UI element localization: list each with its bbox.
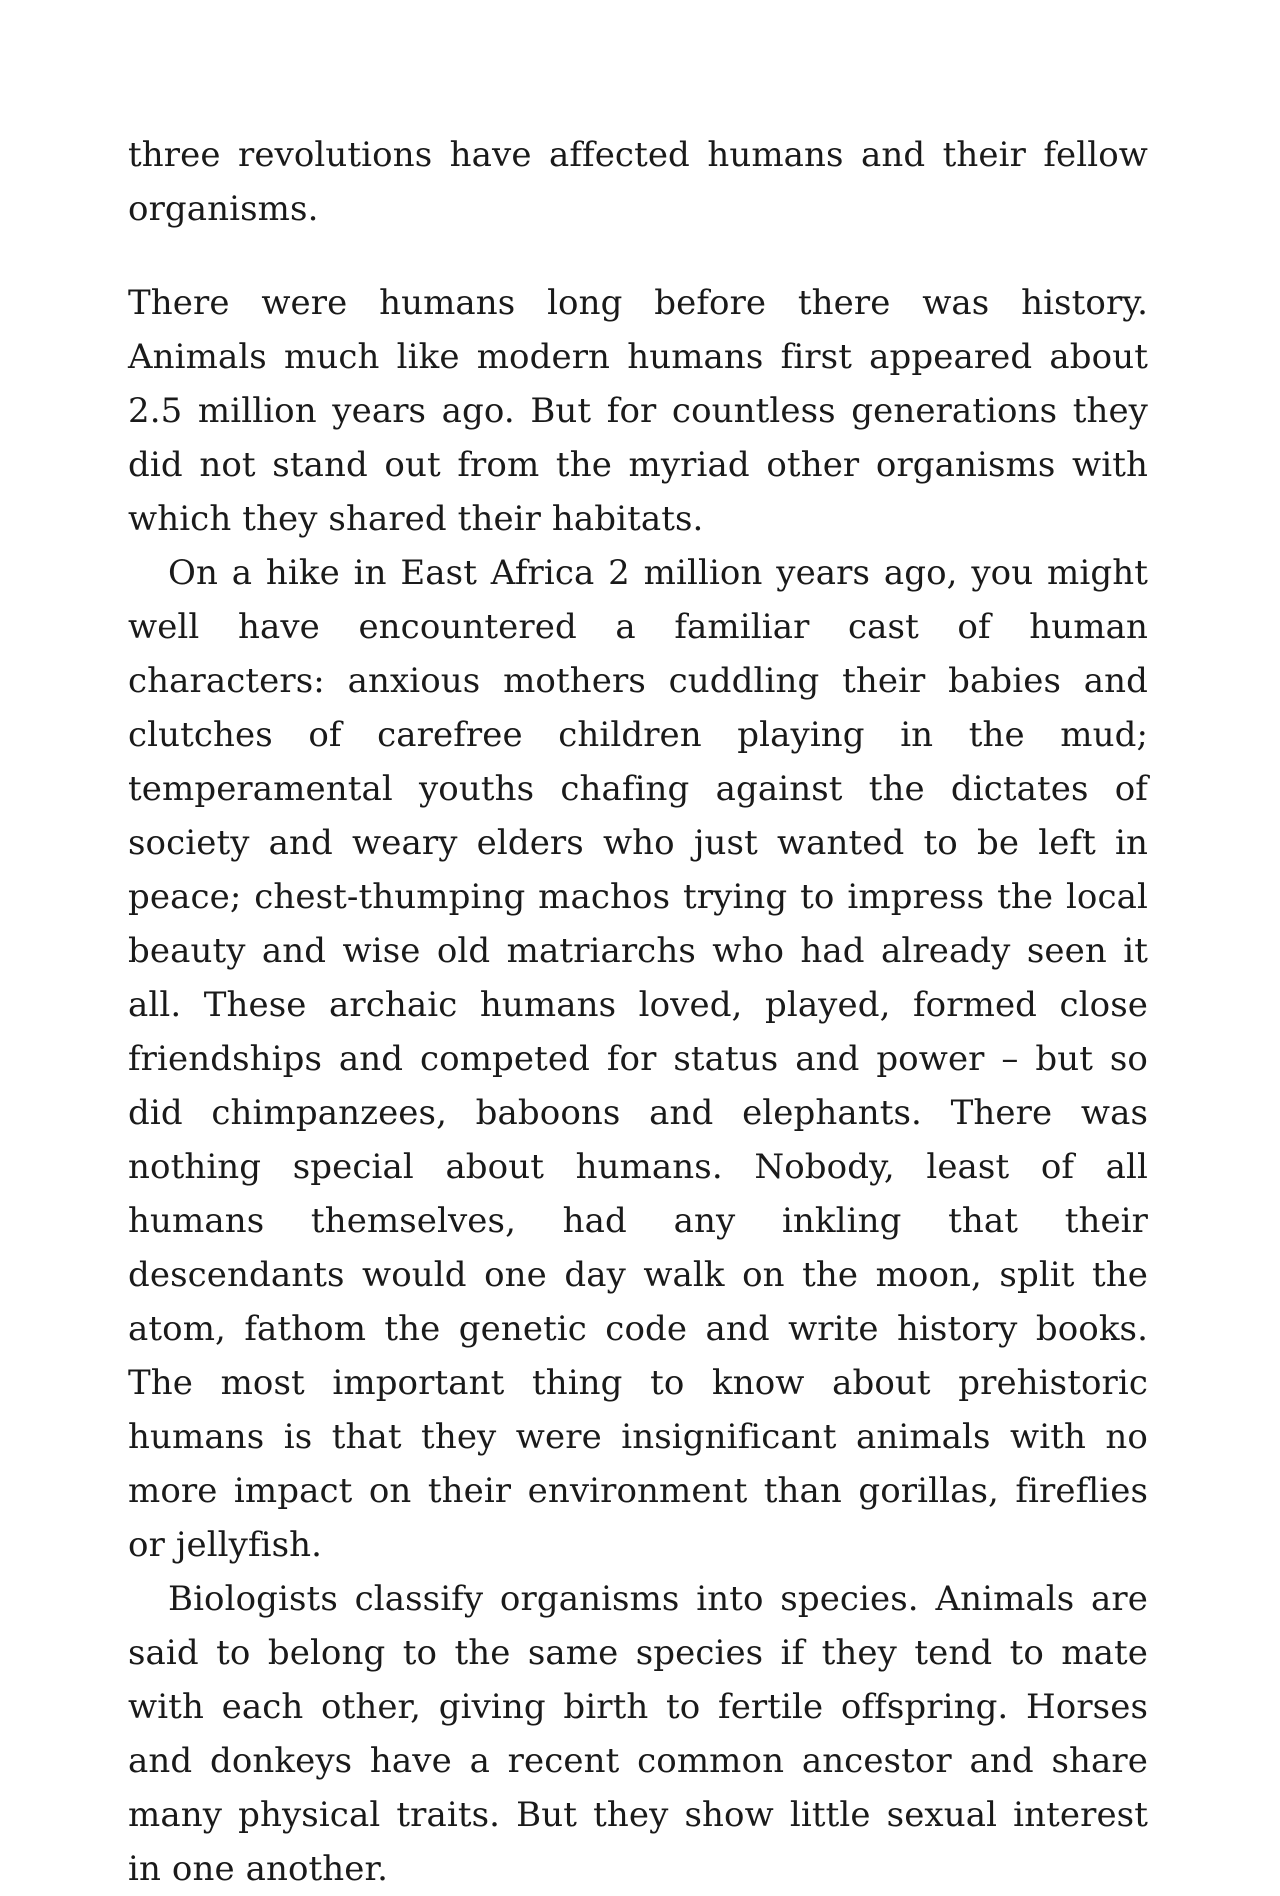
paragraph-east-africa: On a hike in East Africa 2 million years ago, you might well have encountered a familiar cast of human characters: anxious mothers cuddling their babies and clutches of carefree children playing in the mud; temperamental youths chafing against the dictates of society and weary elders who just wanted to be left in peace; chest-thumping machos trying to impress the local beauty and wise old matriarchs who had already seen it all. These archaic humans loved, played, formed close friendships and competed for status and power – but so did chimpanzees, baboons and elephants. There was nothing special about humans. Nobody, least of all humans themselves, had any inkling that their descendants would one day walk on the moon, split the atom, fathom the genetic code and write history books. The most important thing to know about prehistoric humans is that they were insignificant animals with no more impact on their environment than gorillas, fireflies or jellyfish. [128, 553, 1148, 1565]
paragraph-species: Biologists classify organisms into species. Animals are said to belong to the same species if they tend to mate with each other, giving birth to fertile offspring. Horses and donkeys have a recent common ancestor and share many physical traits. But they show little sexual interest in one another. [128, 1579, 1148, 1889]
paragraph-history-intro: There were humans long before there was history. Animals much like modern humans first appeared about 2.5 million years ago. But for countless generations they did not stand out from the myriad other organisms with which they shared their habitats. [128, 283, 1148, 539]
page-body [128, 128, 1148, 1896]
paragraph-continuation: three revolutions have affected humans and their fellow organisms. [128, 135, 1148, 229]
